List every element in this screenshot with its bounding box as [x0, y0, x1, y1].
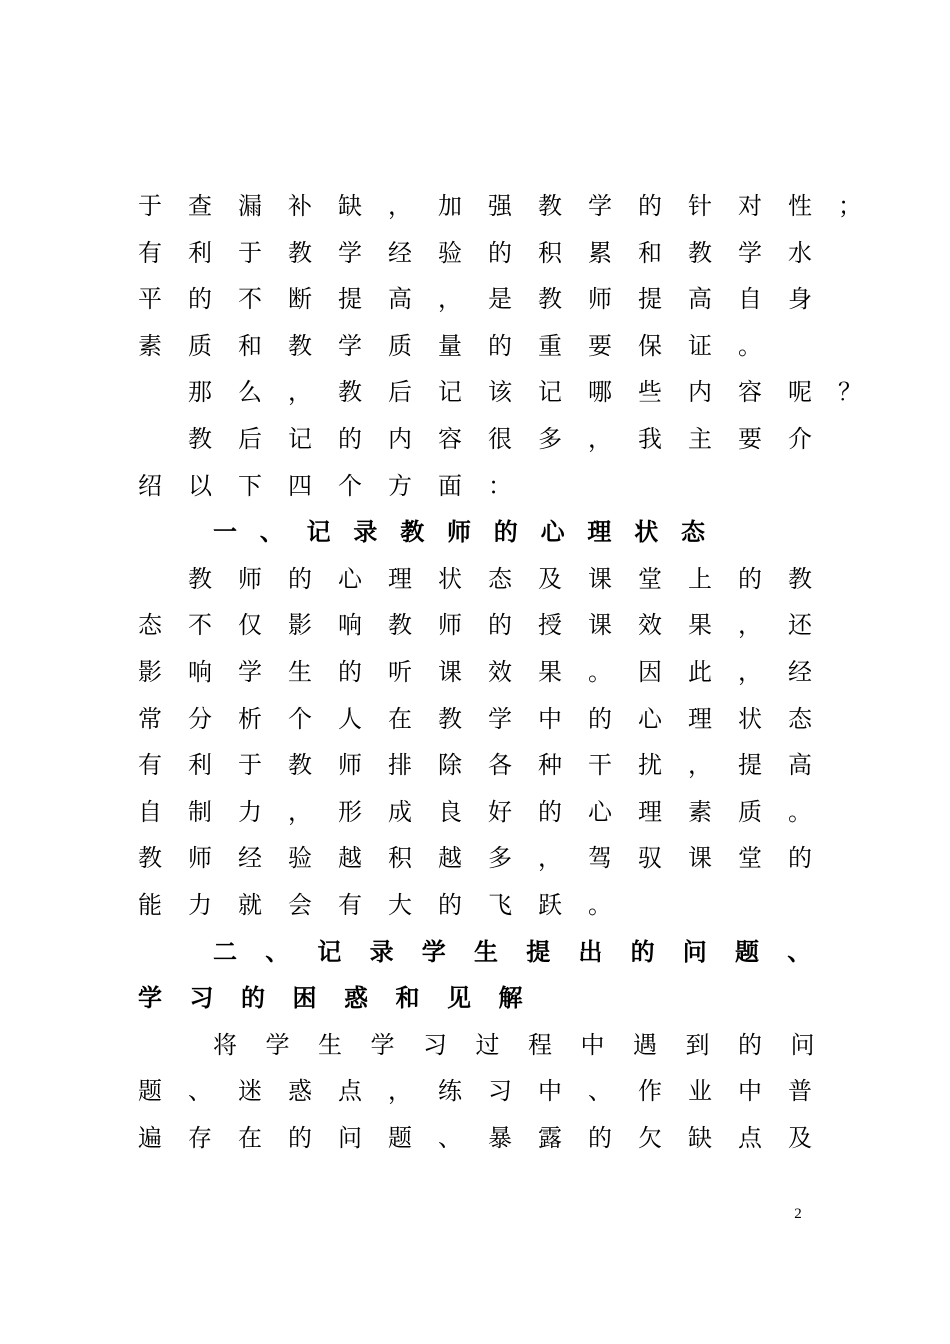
character: ： [488, 471, 512, 500]
character: 介 [788, 425, 812, 453]
character: 分 [188, 704, 212, 733]
character: 状 [438, 564, 462, 593]
character: 教 [288, 751, 312, 780]
character: 态 [788, 704, 812, 733]
character: 针 [688, 192, 712, 220]
character: 经 [388, 238, 412, 267]
character: 强 [488, 192, 512, 220]
character: 自 [738, 285, 762, 314]
character: 露 [538, 1124, 562, 1152]
page-number: 2 [794, 1206, 802, 1222]
text-line [0, 696, 950, 742]
character: 果 [538, 658, 562, 686]
text-line [0, 276, 950, 322]
character: 果 [688, 611, 712, 640]
character: 遇 [633, 1030, 657, 1059]
character: 跃 [538, 891, 562, 919]
character: ？ [838, 378, 862, 407]
character: 题 [138, 1077, 162, 1106]
character: 的 [738, 564, 762, 593]
character: 师 [338, 751, 362, 780]
character: 普 [788, 1077, 812, 1106]
character: 影 [288, 611, 312, 640]
text-line [0, 369, 950, 415]
character: 一 [213, 517, 237, 547]
character: 状 [738, 704, 762, 733]
character: 内 [688, 378, 712, 407]
character: 中 [538, 1077, 562, 1106]
text-line [0, 1115, 950, 1161]
character: 、 [438, 1124, 462, 1152]
character: 水 [788, 238, 812, 267]
character: ， [538, 844, 562, 873]
character: 遍 [138, 1124, 162, 1152]
character: 要 [588, 331, 612, 360]
character: 的 [588, 704, 612, 733]
character: 除 [438, 751, 462, 780]
character: 学 [265, 1030, 290, 1059]
character: 很 [488, 425, 512, 453]
character: 理 [587, 517, 612, 547]
character: 、 [787, 936, 812, 966]
character: 个 [288, 704, 312, 733]
character: 驾 [588, 844, 612, 873]
character: 呢 [788, 378, 812, 407]
character: 课 [588, 611, 612, 640]
character: 记 [538, 378, 562, 407]
character: 学 [421, 936, 446, 966]
character: 积 [538, 238, 562, 267]
character: 于 [238, 751, 262, 780]
character: ， [438, 285, 462, 314]
character: 作 [638, 1077, 662, 1106]
character: 的 [493, 517, 518, 547]
character: 师 [188, 844, 212, 873]
character: ， [288, 378, 312, 407]
character: 响 [188, 658, 212, 686]
character: 四 [288, 471, 312, 500]
character: 利 [188, 238, 212, 267]
character: 。 [588, 658, 612, 686]
character: ， [388, 192, 412, 220]
character: 力 [238, 797, 262, 826]
character: 堂 [738, 844, 762, 873]
character: 效 [638, 611, 662, 640]
character: 验 [438, 238, 462, 267]
character: 那 [188, 378, 212, 407]
text-line [0, 183, 950, 229]
character: 业 [688, 1077, 712, 1106]
character: 的 [241, 983, 265, 1013]
character: 在 [388, 704, 412, 733]
character: 及 [538, 564, 562, 593]
character: 学 [738, 238, 762, 267]
character: 态 [681, 517, 705, 547]
character: 心 [588, 797, 612, 826]
character: 点 [738, 1124, 762, 1152]
character: 力 [188, 891, 212, 919]
character: 记 [438, 378, 462, 407]
character: 理 [638, 797, 662, 826]
character: 提 [738, 751, 762, 780]
character: 质 [388, 331, 412, 360]
character: 容 [738, 378, 762, 407]
text-line [0, 230, 950, 276]
character: 练 [438, 1077, 462, 1106]
character: 好 [488, 797, 512, 826]
character: 种 [538, 751, 562, 780]
character: 提 [526, 936, 551, 966]
character: 的 [338, 658, 362, 686]
character: ， [738, 658, 762, 686]
character: ， [688, 751, 712, 780]
character: 重 [538, 331, 562, 360]
character: 补 [288, 192, 312, 220]
character: 欠 [638, 1124, 662, 1152]
character: 教 [688, 238, 712, 267]
character: 将 [213, 1030, 237, 1059]
character: 高 [688, 285, 712, 314]
character: 内 [388, 425, 412, 453]
character: 不 [238, 285, 262, 314]
character: 有 [138, 751, 162, 780]
character: 绍 [138, 471, 162, 500]
character: 教 [188, 425, 212, 453]
character: 堂 [638, 564, 662, 593]
character: 素 [688, 797, 712, 826]
character: 问 [338, 1124, 362, 1152]
character: 师 [238, 564, 262, 593]
character: 师 [438, 611, 462, 640]
character: 教 [188, 564, 212, 593]
character: 见 [447, 983, 471, 1013]
character: 素 [138, 331, 162, 360]
text-line [0, 463, 950, 509]
character: 和 [395, 983, 420, 1013]
character: 形 [338, 797, 362, 826]
character: 下 [238, 471, 262, 500]
character: 课 [438, 658, 462, 686]
character: 暴 [488, 1124, 512, 1152]
character: 的 [538, 797, 562, 826]
character: 惑 [288, 1077, 312, 1106]
character: 能 [138, 891, 162, 919]
character: 教 [288, 238, 312, 267]
text-line [0, 835, 950, 881]
section-heading [0, 975, 950, 1021]
character: 生 [474, 936, 498, 966]
character: 积 [388, 844, 412, 873]
character: 于 [238, 238, 262, 267]
character: 题 [735, 936, 759, 966]
character: 的 [738, 1030, 762, 1059]
character: 良 [438, 797, 462, 826]
character: 在 [238, 1124, 262, 1152]
character: 、 [259, 517, 284, 547]
character: 习 [189, 983, 214, 1013]
character: 容 [438, 425, 462, 453]
character: 习 [423, 1030, 447, 1059]
character: 的 [488, 611, 512, 640]
character: 教 [538, 192, 562, 220]
character: 于 [138, 192, 162, 220]
character: 些 [638, 378, 662, 407]
character: 心 [638, 704, 662, 733]
character: 大 [388, 891, 412, 919]
character: 记 [306, 517, 331, 547]
character: 会 [288, 891, 312, 919]
character: 课 [688, 844, 712, 873]
character: 教 [438, 704, 462, 733]
character: 的 [188, 285, 212, 314]
text-line [0, 1068, 950, 1114]
character: 。 [738, 331, 762, 360]
character: 学 [370, 1030, 395, 1059]
text-line [0, 416, 950, 462]
character: 程 [528, 1030, 552, 1059]
character: 越 [338, 844, 362, 873]
character: 生 [288, 658, 312, 686]
character: ； [838, 192, 862, 220]
character: 师 [447, 517, 471, 547]
character: ， [738, 611, 762, 640]
character: 、 [588, 1077, 612, 1106]
character: 经 [788, 658, 812, 686]
character: 累 [588, 238, 612, 267]
character: 的 [638, 192, 662, 220]
character: 不 [188, 611, 212, 640]
character: 越 [438, 844, 462, 873]
character: 对 [738, 192, 762, 220]
character: 飞 [488, 891, 512, 919]
character: 记 [288, 425, 312, 453]
character: 中 [580, 1030, 605, 1059]
character: 记 [317, 936, 342, 966]
character: 平 [138, 285, 162, 314]
character: 态 [138, 611, 162, 640]
character: 录 [369, 936, 394, 966]
character: 制 [188, 797, 212, 826]
text-line [0, 742, 950, 788]
character: 效 [488, 658, 512, 686]
character: 问 [682, 936, 707, 966]
character: 量 [438, 331, 462, 360]
character: 质 [738, 797, 762, 826]
character: 经 [238, 844, 262, 873]
character: 缺 [338, 192, 362, 220]
character: 题 [388, 1124, 412, 1152]
character: 成 [388, 797, 412, 826]
character: 证 [688, 331, 712, 360]
text-line [0, 602, 950, 648]
character: 教 [788, 564, 812, 593]
character: 干 [588, 751, 612, 780]
character: 后 [238, 425, 262, 453]
character: 有 [138, 238, 162, 267]
character: 面 [438, 471, 462, 500]
character: 惑 [344, 983, 368, 1013]
character: 教 [288, 331, 312, 360]
character: 解 [498, 983, 523, 1013]
character: 常 [138, 704, 162, 733]
character: 学 [488, 704, 512, 733]
text-line [0, 556, 950, 602]
character: 心 [540, 517, 565, 547]
character: 利 [188, 751, 212, 780]
character: 性 [788, 192, 812, 220]
character: 和 [638, 238, 662, 267]
character: 么 [238, 378, 262, 407]
character: 是 [488, 285, 512, 314]
character: 课 [588, 564, 612, 593]
character: 授 [538, 611, 562, 640]
character: 高 [388, 285, 412, 314]
character: 教 [338, 378, 362, 407]
character: 方 [388, 471, 412, 500]
character: 中 [738, 1077, 762, 1106]
character: 排 [388, 751, 412, 780]
character: 教 [400, 517, 425, 547]
character: 理 [388, 564, 412, 593]
character: 我 [638, 425, 662, 453]
character: 多 [488, 844, 512, 873]
character: 点 [338, 1077, 362, 1106]
character: 教 [388, 611, 412, 640]
character: 此 [688, 658, 712, 686]
character: 保 [638, 331, 662, 360]
character: 的 [438, 891, 462, 919]
character: 存 [188, 1124, 212, 1152]
character: 要 [738, 425, 762, 453]
character: ， [288, 797, 312, 826]
character: 的 [630, 936, 655, 966]
character: 录 [353, 517, 378, 547]
character: 。 [588, 891, 612, 919]
character: 困 [292, 983, 317, 1013]
character: 的 [588, 1124, 612, 1152]
character: 上 [688, 564, 712, 593]
character: 、 [188, 1077, 212, 1106]
character: 学 [238, 658, 262, 686]
character: 的 [338, 425, 362, 453]
character: 的 [288, 1124, 312, 1152]
character: 质 [188, 331, 212, 360]
character: 哪 [588, 378, 612, 407]
character: 二 [213, 936, 237, 966]
character: 和 [238, 331, 262, 360]
character: 提 [638, 285, 662, 314]
character: 缺 [688, 1124, 712, 1152]
character: 的 [488, 331, 512, 360]
character: 该 [488, 378, 512, 407]
character: 习 [488, 1077, 512, 1106]
character: ， [388, 1077, 412, 1106]
character: 态 [488, 564, 512, 593]
character: 人 [338, 704, 362, 733]
character: 仅 [238, 611, 262, 640]
character: 高 [788, 751, 812, 780]
character: 迷 [238, 1077, 262, 1106]
character: 影 [138, 658, 162, 686]
text-line [0, 1022, 950, 1068]
character: 及 [788, 1124, 812, 1152]
character: 的 [788, 844, 812, 873]
character: 驭 [638, 844, 662, 873]
character: 过 [475, 1030, 500, 1059]
character: 教 [538, 285, 562, 314]
character: 教 [138, 844, 162, 873]
text-line [0, 649, 950, 695]
character: 的 [288, 564, 312, 593]
section-heading [0, 929, 950, 975]
character: 各 [488, 751, 512, 780]
character: 学 [338, 238, 362, 267]
text-line [0, 323, 950, 369]
character: 出 [578, 936, 603, 966]
character: 自 [138, 797, 162, 826]
character: 、 [265, 936, 290, 966]
character: 生 [318, 1030, 342, 1059]
character: 学 [588, 192, 612, 220]
character: 理 [688, 704, 712, 733]
character: 加 [438, 192, 462, 220]
character: 后 [388, 378, 412, 407]
character: 问 [790, 1030, 815, 1059]
character: 个 [338, 471, 362, 500]
character: 就 [238, 891, 262, 919]
character: 的 [488, 238, 512, 267]
character: 师 [588, 285, 612, 314]
character: 验 [288, 844, 312, 873]
character: 身 [788, 285, 812, 314]
character: 学 [338, 331, 362, 360]
character: 主 [688, 425, 712, 453]
character: 提 [338, 285, 362, 314]
character: 因 [638, 658, 662, 686]
character: 。 [788, 797, 812, 826]
character: 扰 [638, 751, 662, 780]
character: 析 [238, 704, 262, 733]
character: 多 [538, 425, 562, 453]
character: 漏 [238, 192, 262, 220]
text-line [0, 882, 950, 928]
character: 中 [538, 704, 562, 733]
character: 查 [188, 192, 212, 220]
character: 到 [685, 1030, 710, 1059]
text-line [0, 789, 950, 835]
character: 状 [634, 517, 659, 547]
character: ， [588, 425, 612, 453]
character: 学 [138, 983, 162, 1013]
character: 还 [788, 611, 812, 640]
character: 以 [188, 471, 212, 500]
character: 响 [338, 611, 362, 640]
character: 断 [288, 285, 312, 314]
character: 心 [338, 564, 362, 593]
character: 听 [388, 658, 412, 686]
character: 有 [338, 891, 362, 919]
section-heading [0, 509, 950, 555]
